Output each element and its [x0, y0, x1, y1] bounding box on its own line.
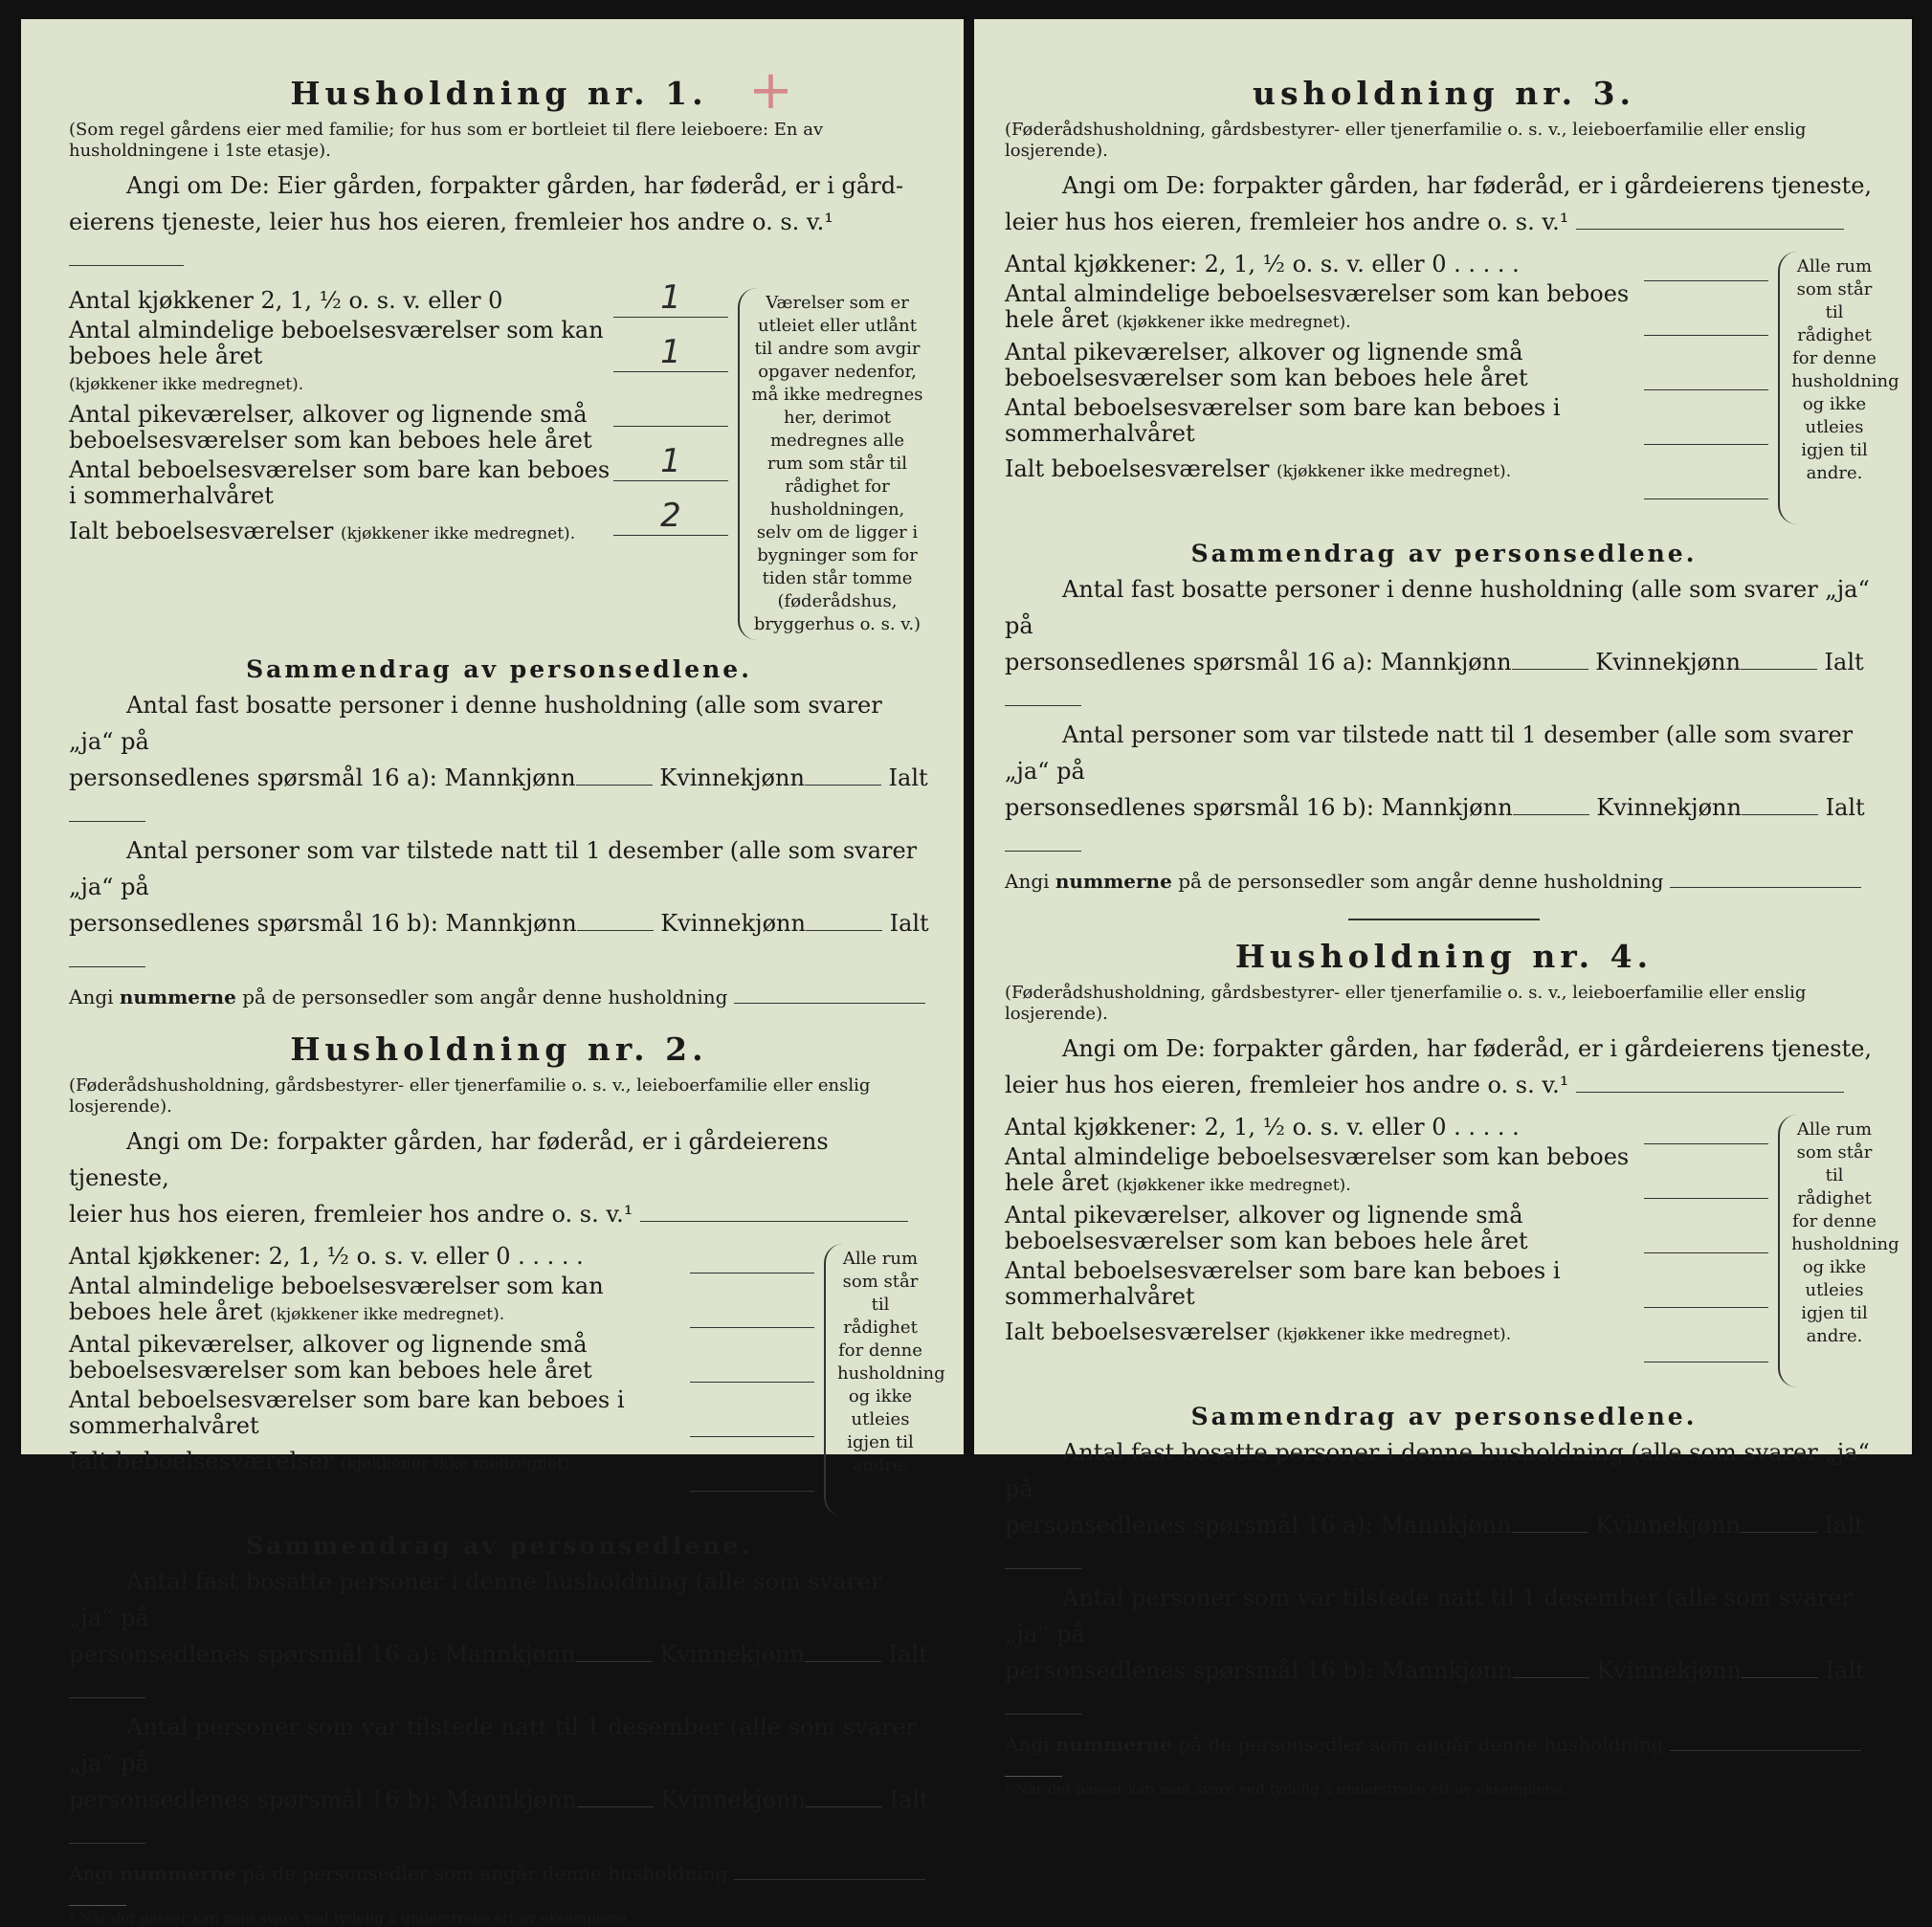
household-1-subtitle: (Som regel gårdens eier med familie; for hus som er bortleiet til flere leieboere: En av husholdningene i 1ste etasje).: [69, 120, 824, 161]
kitchens-label: Antal kjøkkener 2, 1, ½ o. s. v. eller 0: [69, 287, 503, 314]
q16a-male-field[interactable]: [1512, 1511, 1588, 1533]
q16b-male-label: personsedlenes spørsmål 16 b): Mannkjønn: [69, 1786, 577, 1813]
q16a-total-field[interactable]: [69, 800, 145, 822]
small-rooms-label: Antal pikeværelser, alkover og lignende små beboelsesværelser som kan beboes hele året: [69, 1331, 592, 1384]
household-1: [69, 75, 929, 1011]
q16b-female-label: Kvinnekjønn: [660, 910, 806, 937]
regular-rooms-label: Antal almindelige beboelsesværelser som kan beboes hele året: [1005, 1143, 1630, 1196]
numbers-prefix: Angi: [1005, 1733, 1050, 1756]
household-3-subtitle: (Føderådshusholdning, gårdsbestyrer- eller tjenerfamilie o. s. v., leieboerfamilie eller enslig losjerende).: [1005, 120, 1807, 161]
numbers-bold: nummerne: [119, 986, 236, 1008]
summer-rooms-field[interactable]: [690, 1407, 814, 1437]
resident-count-label: Antal fast bosatte personer i denne husholdning (alle som svarer „ja“ på: [1005, 1439, 1870, 1502]
summer-rooms-label: Antal beboelsesværelser som bare kan beboes i sommerhalvåret: [1005, 1257, 1561, 1310]
q16a-total-field[interactable]: [1005, 1547, 1081, 1569]
left-page: [21, 19, 964, 1927]
household-4-subtitle: (Føderådshusholdning, gårdsbestyrer- eller tjenerfamilie o. s. v., leieboerfamilie eller enslig losjerende).: [1005, 983, 1807, 1024]
footnote: ¹ Når det passer kan man svare ved tydelig å understreke ett av eksemplene.: [1005, 1781, 1567, 1798]
q16a-female-field[interactable]: [1741, 648, 1817, 670]
regular-rooms-field[interactable]: 1: [613, 343, 728, 372]
total-rooms-field[interactable]: [690, 1462, 814, 1492]
q16b-total-label: Ialt: [1825, 794, 1865, 821]
numbers-prefix: Angi: [1005, 870, 1050, 893]
small-rooms-field[interactable]: [690, 1353, 814, 1383]
q16a-total-label: Ialt: [1824, 1512, 1864, 1539]
q16a-male-field[interactable]: [576, 1640, 653, 1662]
household-1-title: Husholdning nr. 1.: [290, 75, 708, 112]
q16a-female-label: Kvinnekjønn: [659, 764, 805, 791]
regular-rooms-note: (kjøkkener ikke medregnet).: [1116, 1176, 1351, 1195]
q16b-total-field[interactable]: [1005, 830, 1081, 852]
regular-rooms-field[interactable]: [1644, 1169, 1768, 1199]
kitchens-label: Antal kjøkkener: 2, 1, ½ o. s. v. eller 0 . . . . .: [1005, 1114, 1520, 1141]
numbers-field[interactable]: [1670, 866, 1861, 888]
occupancy-field[interactable]: [69, 244, 184, 266]
household-4-title: Husholdning nr. 4.: [1234, 938, 1654, 975]
occupancy-field[interactable]: [1576, 208, 1844, 230]
regular-rooms-label: Antal almindelige beboelsesværelser som kan beboes hele året: [69, 1273, 604, 1325]
resident-count-label: Antal fast bosatte personer i denne husholdning (alle som svarer „ja“ på: [69, 692, 882, 755]
numbers-bold: nummerne: [1055, 1733, 1172, 1756]
total-rooms-note: (kjøkkener ikke medregnet).: [1276, 1325, 1512, 1344]
household-3: [1005, 75, 1899, 896]
regular-rooms-field[interactable]: [1644, 306, 1768, 336]
angi-om-de: Angi om De: forpakter gården, har føderåd, er i gårdeierens tjeneste,: [69, 1128, 829, 1191]
household-2-subtitle: (Føderådshusholdning, gårdsbestyrer- eller tjenerfamilie o. s. v., leieboerfamilie eller enslig losjerende).: [69, 1075, 871, 1117]
summer-rooms-field[interactable]: [1644, 415, 1768, 445]
q16a-male-label: personsedlenes spørsmål 16 a): Mannkjønn: [1005, 1512, 1512, 1539]
household-4: [1005, 938, 1899, 1798]
rooms-note: Værelser som er utleiet eller utlånt til andre som avgir opgaver nedenfor, må ikke medregnes her, derimot medregnes alle rum som står til rådighet for husholdningen, selv om de ligger i bygninger som for tiden står tomme (føderådshus, bryggerhus o. s. v.): [738, 288, 929, 640]
angi-om-de: Angi om De: forpakter gården, har føderåd, er i gårdeierens tjeneste,: [1062, 1035, 1873, 1062]
q16a-total-field[interactable]: [1005, 684, 1081, 706]
rooms-note: Alle rum som står til rådighet for denne husholdning og ikke utleies igjen til andre.: [824, 1244, 929, 1517]
regular-rooms-label: Antal almindelige beboelsesværelser som kan beboes hele året: [69, 317, 604, 369]
right-page: [974, 19, 1912, 1798]
q16b-total-field[interactable]: [69, 945, 145, 967]
rooms-note: Alle rum som står til rådighet for denne husholdning og ikke utleies igjen til andre.: [1778, 1115, 1883, 1387]
kitchens-field[interactable]: [1644, 1115, 1768, 1144]
q16b-female-label: Kvinnekjønn: [660, 1786, 806, 1813]
resident-count-label: Antal fast bosatte personer i denne husholdning (alle som svarer „ja“ på: [69, 1568, 882, 1631]
resident-count-label: Antal fast bosatte personer i denne husholdning (alle som svarer „ja“ på: [1005, 576, 1870, 639]
q16a-female-field[interactable]: [805, 1640, 881, 1662]
kitchens-field[interactable]: [1644, 252, 1768, 281]
q16b-female-label: Kvinnekjønn: [1596, 794, 1742, 821]
present-count-label: Antal personer som var tilstede natt til 1 desember (alle som svarer „ja“ på: [1005, 1584, 1854, 1648]
total-rooms-field[interactable]: [1644, 470, 1768, 499]
small-rooms-label: Antal pikeværelser, alkover og lignende små beboelsesværelser som kan beboes hele året: [1005, 1202, 1528, 1254]
regular-rooms-note: (kjøkkener ikke medregnet).: [69, 375, 304, 394]
q16a-female-label: Kvinnekjønn: [1595, 1512, 1741, 1539]
small-rooms-field[interactable]: [1644, 361, 1768, 390]
occupancy-field[interactable]: [640, 1200, 908, 1222]
q16a-female-field[interactable]: [805, 764, 881, 786]
small-rooms-label: Antal pikeværelser, alkover og lignende små beboelsesværelser som kan beboes hele året: [1005, 339, 1528, 391]
q16b-female-field[interactable]: [1742, 1656, 1818, 1678]
occupancy-field[interactable]: [1576, 1071, 1844, 1093]
small-rooms-field[interactable]: [613, 397, 728, 427]
q16b-total-label: Ialt: [889, 1786, 929, 1813]
section-divider: [1348, 919, 1540, 920]
footnote: ¹ Når det passer kan man svare ved tydelig å understreke ett av eksemplene.: [69, 1910, 632, 1927]
q16a-total-label: Ialt: [888, 764, 928, 791]
handwritten-mark: +: [748, 59, 793, 122]
summary-title: Sammendrag av personsedlene.: [1190, 1403, 1698, 1430]
q16a-total-label: Ialt: [888, 1641, 928, 1668]
rooms-block: [69, 1243, 945, 1517]
q16b-male-field[interactable]: [577, 1785, 654, 1807]
angi-om-de-cont: leier hus hos eieren, fremleier hos andre o. s. v.¹: [69, 1201, 633, 1228]
q16b-female-field[interactable]: [1742, 793, 1818, 815]
numbers-label: på de personsedler som angår denne husholdning: [1178, 1733, 1664, 1756]
regular-rooms-field[interactable]: [690, 1298, 814, 1328]
q16b-total-label: Ialt: [889, 910, 929, 937]
q16b-female-label: Kvinnekjønn: [1596, 1657, 1742, 1684]
rooms-block: [69, 278, 929, 640]
regular-rooms-note: (kjøkkener ikke medregnet).: [1116, 313, 1351, 332]
angi-om-de-cont: leier hus hos eieren, fremleier hos andre o. s. v.¹: [1005, 1072, 1569, 1098]
kitchens-label: Antal kjøkkener: 2, 1, ½ o. s. v. eller 0 . . . . .: [69, 1243, 584, 1270]
q16b-male-label: personsedlenes spørsmål 16 b): Mannkjønn: [1005, 794, 1513, 821]
numbers-prefix: Angi: [69, 1862, 114, 1885]
q16a-female-field[interactable]: [1741, 1511, 1817, 1533]
present-count-label: Antal personer som var tilstede natt til 1 desember (alle som svarer „ja“ på: [1005, 721, 1854, 785]
q16b-female-field[interactable]: [806, 1785, 882, 1807]
total-rooms-note: (kjøkkener ikke medregnet).: [340, 524, 576, 543]
q16b-female-field[interactable]: [806, 909, 882, 931]
numbers-label: på de personsedler som angår denne husholdning: [242, 1862, 728, 1885]
q16b-male-field[interactable]: [1513, 1656, 1589, 1678]
total-rooms-label: Ialt beboelsesværelser: [1005, 455, 1270, 482]
angi-om-de-cont: eierens tjeneste, leier hus hos eieren, fremleier hos andre o. s. v.¹: [69, 209, 833, 235]
numbers-label: på de personsedler som angår denne husholdning: [242, 986, 728, 1008]
present-count-label: Antal personer som var tilstede natt til 1 desember (alle som svarer „ja“ på: [69, 1714, 918, 1777]
numbers-bold: nummerne: [119, 1862, 236, 1885]
numbers-field[interactable]: [734, 982, 925, 1004]
regular-rooms-note: (kjøkkener ikke medregnet).: [269, 1305, 505, 1324]
kitchens-field[interactable]: 1: [613, 288, 728, 318]
summer-rooms-label: Antal beboelsesværelser som bare kan beboes i sommerhalvåret: [69, 1386, 625, 1439]
q16b-total-field[interactable]: [1005, 1693, 1081, 1715]
total-rooms-field[interactable]: [1644, 1333, 1768, 1362]
q16a-female-label: Kvinnekjønn: [659, 1641, 805, 1668]
rooms-block: [1005, 251, 1899, 524]
rooms-block: [1005, 1114, 1899, 1387]
numbers-prefix: Angi: [69, 986, 114, 1008]
numbers-field[interactable]: [734, 1858, 925, 1880]
angi-om-de: Angi om De: forpakter gården, har føderåd, er i gårdeierens tjeneste,: [1062, 172, 1873, 199]
q16a-male-field[interactable]: [1512, 648, 1588, 670]
household-3-title: usholdning nr. 3.: [1252, 75, 1636, 112]
total-rooms-label: Ialt beboelsesværelser: [69, 518, 334, 544]
numbers-label: på de personsedler som angår denne husholdning: [1178, 870, 1664, 893]
total-rooms-label: Ialt beboelsesværelser: [69, 1448, 334, 1474]
q16a-male-label: personsedlenes spørsmål 16 a): Mannkjønn: [69, 1641, 576, 1668]
total-rooms-field[interactable]: 2: [613, 506, 728, 536]
q16b-total-field[interactable]: [69, 1822, 145, 1844]
summer-rooms-field[interactable]: [1644, 1278, 1768, 1308]
regular-rooms-label: Antal almindelige beboelsesværelser som kan beboes hele året: [1005, 280, 1630, 333]
small-rooms-field[interactable]: [1644, 1224, 1768, 1253]
q16b-male-label: personsedlenes spørsmål 16 b): Mannkjønn: [1005, 1657, 1513, 1684]
q16b-total-label: Ialt: [1825, 1657, 1865, 1684]
summary-title: Sammendrag av personsedlene.: [246, 655, 752, 683]
summary-title: Sammendrag av personsedlene.: [1190, 540, 1698, 567]
q16a-total-label: Ialt: [1824, 649, 1864, 676]
household-2: [69, 1030, 945, 1927]
household-2-title: Husholdning nr. 2.: [290, 1030, 708, 1068]
q16a-male-label: personsedlenes spørsmål 16 a): Mannkjønn: [69, 764, 576, 791]
q16b-male-field[interactable]: [1513, 793, 1589, 815]
summer-rooms-label: Antal beboelsesværelser som bare kan beboes i sommerhalvåret: [1005, 394, 1561, 447]
summer-rooms-label: Antal beboelsesværelser som bare kan beboes i sommerhalvåret: [69, 456, 611, 509]
q16a-female-label: Kvinnekjønn: [1595, 649, 1741, 676]
numbers-bold: nummerne: [1055, 870, 1172, 893]
summer-rooms-field[interactable]: 1: [613, 452, 728, 481]
kitchens-field[interactable]: [690, 1244, 814, 1274]
summary-title: Sammendrag av personsedlene.: [246, 1532, 752, 1560]
total-rooms-note: (kjøkkener ikke medregnet).: [340, 1454, 576, 1473]
kitchens-label: Antal kjøkkener: 2, 1, ½ o. s. v. eller 0 . . . . .: [1005, 251, 1520, 277]
numbers-field[interactable]: [1670, 1729, 1861, 1751]
q16a-total-field[interactable]: [69, 1676, 145, 1698]
rooms-note: Alle rum som står til rådighet for denne husholdning og ikke utleies igjen til andre.: [1778, 252, 1883, 524]
q16a-male-label: personsedlenes spørsmål 16 a): Mannkjønn: [1005, 649, 1512, 676]
total-rooms-note: (kjøkkener ikke medregnet).: [1276, 462, 1512, 481]
angi-om-de: Angi om De: Eier gården, forpakter gården, har føderåd, er i gård-: [126, 172, 904, 199]
q16b-male-label: personsedlenes spørsmål 16 b): Mannkjønn: [69, 910, 577, 937]
total-rooms-label: Ialt beboelsesværelser: [1005, 1318, 1270, 1345]
q16b-male-field[interactable]: [577, 909, 654, 931]
q16a-male-field[interactable]: [576, 764, 653, 786]
small-rooms-label: Antal pikeværelser, alkover og lignende små beboelsesværelser som kan beboes hele året: [69, 401, 592, 454]
angi-om-de-cont: leier hus hos eieren, fremleier hos andre o. s. v.¹: [1005, 209, 1569, 235]
present-count-label: Antal personer som var tilstede natt til 1 desember (alle som svarer „ja“ på: [69, 837, 918, 900]
